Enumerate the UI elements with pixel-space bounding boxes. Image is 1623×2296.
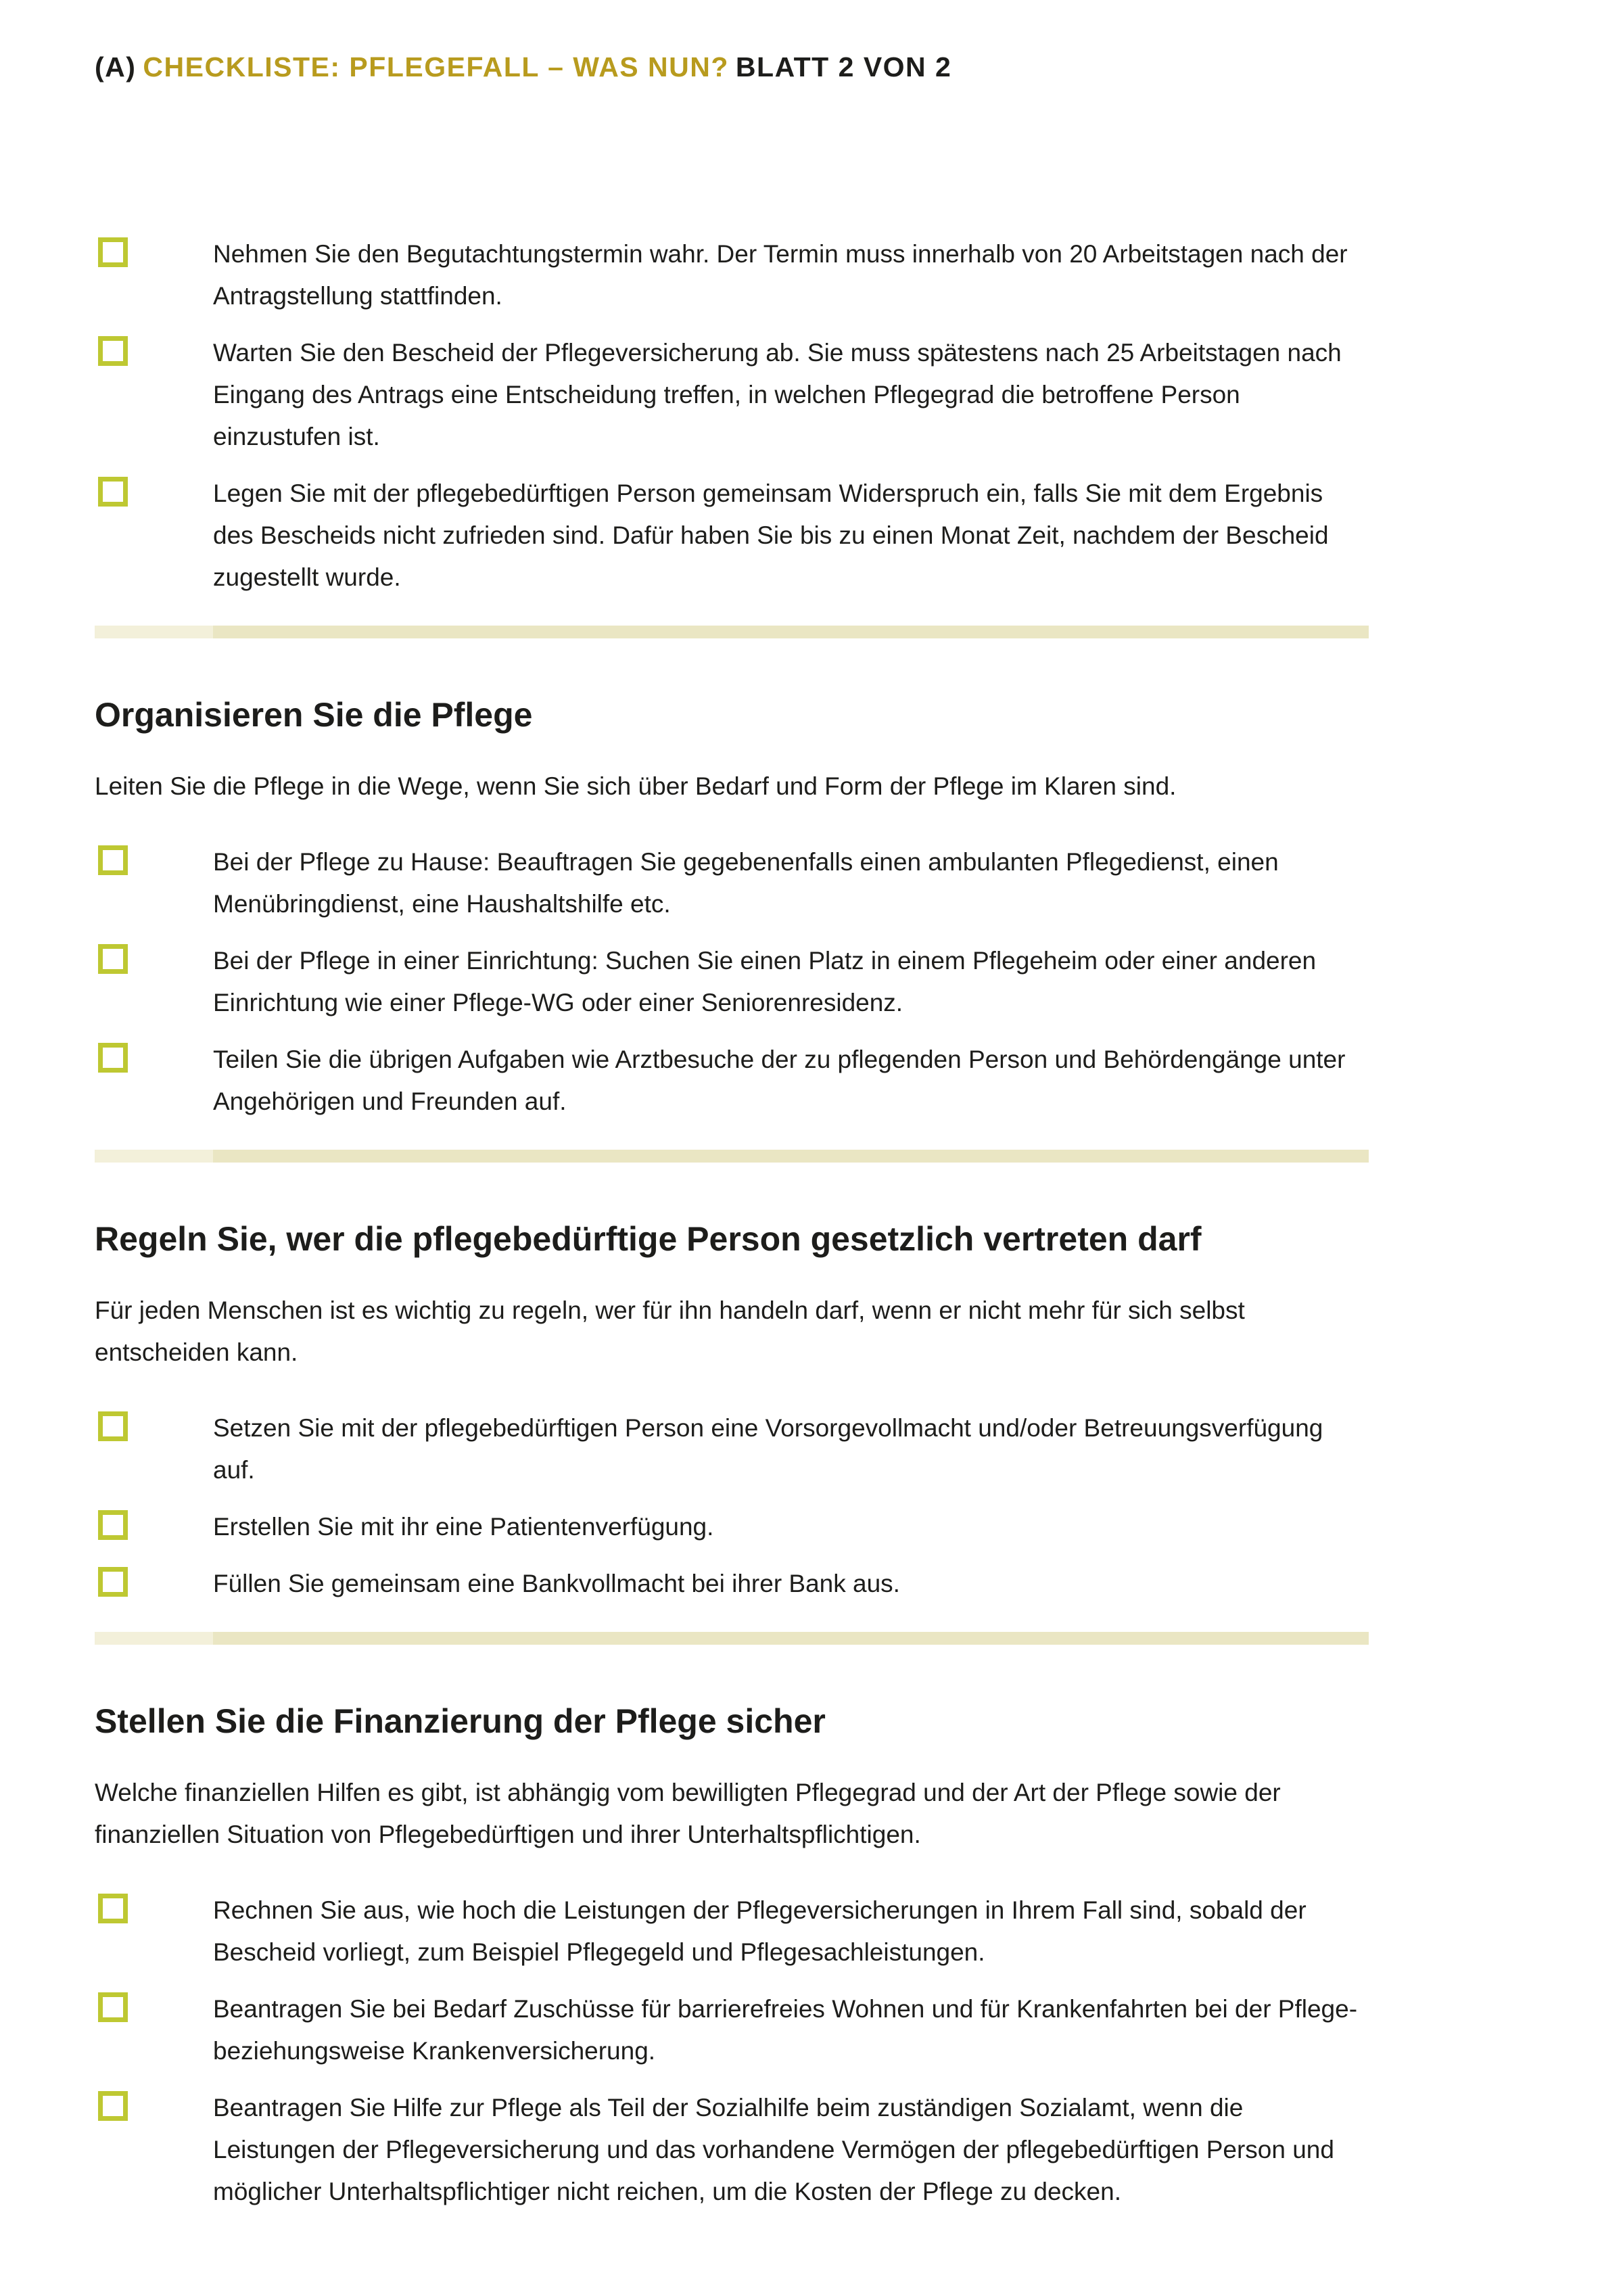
item-checkbox[interactable] [98,2091,128,2121]
item-text: Erstellen Sie mit ihr eine Patientenverfügung. [213,1513,714,1541]
item-checkbox[interactable] [98,1567,128,1597]
section-divider [95,1150,1369,1163]
item-checkbox[interactable] [98,237,128,267]
checklist-item [95,2087,1369,2213]
section-intro: Leiten Sie die Pflege in die Wege, wenn Sie sich über Bedarf und Form der Pflege im Klaren sind. [95,772,1177,800]
checklist-item [95,841,1369,925]
header-prefix: (A) [95,51,137,83]
checklist [95,1890,1369,2213]
item-text: Füllen Sie gemeinsam eine Bankvollmacht bei ihrer Bank aus. [213,1570,900,1597]
checklist [95,1407,1369,1605]
item-checkbox[interactable] [98,845,128,875]
section [95,626,1369,1123]
section-heading: Regeln Sie, wer die pflegebedürftige Person gesetzlich vertreten darf [95,1220,1202,1258]
sections-container [95,233,1369,2213]
section [95,233,1369,599]
item-text: Rechnen Sie aus, wie hoch die Leistungen der Pflegeversicherungen in Ihrem Fall sind, sobald der Bescheid vorliegt, zum Beispiel Pflegegeld und Pflegesachleistungen. [213,1896,1307,1966]
checklist [95,841,1369,1123]
item-text: Teilen Sie die übrigen Aufgaben wie Arztbesuche der zu pflegenden Person und Behördengänge unter Angehörigen und Freunden auf. [213,1046,1346,1115]
section-intro: Welche finanziellen Hilfen es gibt, ist abhängig vom bewilligten Pflegegrad und der Art der Pflege sowie der finanziellen Situation von Pflegebedürftigen und ihrer Unterhaltspflichtigen. [95,1779,1281,1848]
item-checkbox[interactable] [98,944,128,974]
checklist-item [95,1407,1369,1491]
section-divider [95,626,1369,638]
item-checkbox[interactable] [98,1992,128,2022]
checklist-item [95,233,1369,317]
item-text: Legen Sie mit der pflegebedürftigen Person gemeinsam Widerspruch ein, falls Sie mit dem Ergebnis des Bescheids nicht zufrieden sind. Dafür haben Sie bis zu einen Monat Zeit, nachdem der Bescheid zugestellt wurde. [213,479,1329,591]
section [95,1150,1369,1605]
checklist-item [95,940,1369,1024]
header-sheet: BLATT 2 VON 2 [735,51,952,83]
item-checkbox[interactable] [98,336,128,366]
header-title: CHECKLISTE: PFLEGEFALL – WAS NUN? [143,51,729,83]
checklist-item [95,1988,1369,2072]
item-text: Bei der Pflege in einer Einrichtung: Suchen Sie einen Platz in einem Pflegeheim oder einer anderen Einrichtung wie einer Pflege-WG oder einer Seniorenresidenz. [213,947,1317,1016]
checklist-item [95,1039,1369,1123]
item-checkbox[interactable] [98,1411,128,1441]
section-heading: Organisieren Sie die Pflege [95,696,533,734]
item-text: Beantragen Sie bei Bedarf Zuschüsse für barrierefreies Wohnen und für Krankenfahrten bei der Pflege- beziehungsweise Krankenversicherung. [213,1995,1358,2065]
item-checkbox[interactable] [98,477,128,507]
page-header [95,0,1369,83]
item-text: Beantragen Sie Hilfe zur Pflege als Teil der Sozialhilfe beim zuständigen Sozialamt, wenn die Leistungen der Pflegeversicherung und das vorhandene Vermögen der pflegebedürftigen Person und möglicher Unterhaltspflichtiger nicht reichen, um die Kosten der Pflege zu decken. [213,2094,1334,2205]
section-heading: Stellen Sie die Finanzierung der Pflege sicher [95,1702,826,1740]
checklist [95,233,1369,599]
checklist-item [95,1506,1369,1548]
item-text: Nehmen Sie den Begutachtungstermin wahr. Der Termin muss innerhalb von 20 Arbeitstagen nach der Antragstellung stattfinden. [213,240,1348,310]
checklist-item [95,332,1369,458]
checklist-item [95,473,1369,599]
item-checkbox[interactable] [98,1043,128,1073]
checklist-item [95,1563,1369,1605]
section-divider [95,1632,1369,1645]
item-text: Bei der Pflege zu Hause: Beauftragen Sie gegebenenfalls einen ambulanten Pflegedienst, einen Menübringdienst, eine Haushaltshilfe etc. [213,848,1279,918]
item-checkbox[interactable] [98,1894,128,1923]
checklist-item [95,1890,1369,1973]
item-text: Warten Sie den Bescheid der Pflegeversicherung ab. Sie muss spätestens nach 25 Arbeitstagen nach Eingang des Antrags eine Entscheidung treffen, in welchen Pflegegrad die betroffene Person einzustufen ist. [213,339,1342,450]
section-intro: Für jeden Menschen ist es wichtig zu regeln, wer für ihn handeln darf, wenn er nicht mehr für sich selbst entscheiden kann. [95,1296,1245,1366]
item-text: Setzen Sie mit der pflegebedürftigen Person eine Vorsorgevollmacht und/oder Betreuungsverfügung auf. [213,1414,1323,1484]
item-checkbox[interactable] [98,1510,128,1540]
section [95,1632,1369,2213]
